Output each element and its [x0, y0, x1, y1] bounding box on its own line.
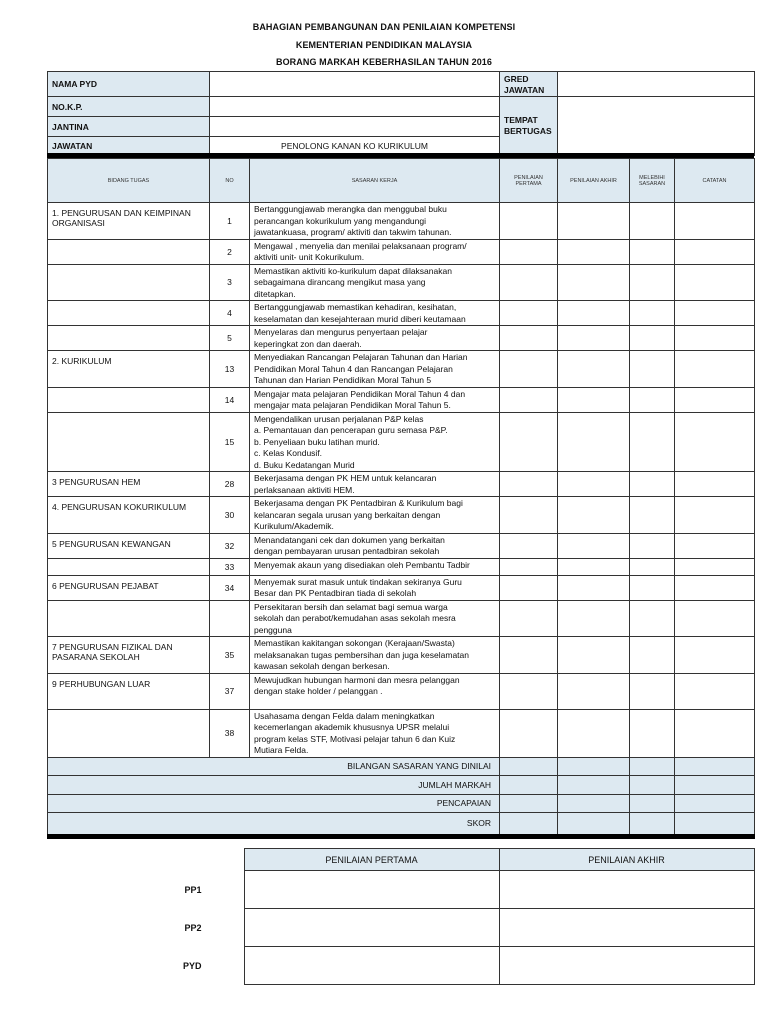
table-row — [48, 264, 755, 301]
melebihi-sasaran-cell[interactable] — [630, 326, 675, 351]
penilaian-akhir-cell[interactable] — [558, 472, 630, 497]
sasaran-line: aktiviti unit- unit Kokurikulum. — [254, 252, 365, 262]
sasaran-line: b. Penyeliaan buku latihan murid. — [254, 436, 380, 447]
penilaian-pertama-cell[interactable] — [500, 472, 558, 497]
sasaran-line: perancangan kokurikulum yang mengandungi — [254, 215, 427, 226]
melebihi-sasaran-cell[interactable] — [630, 497, 675, 534]
pp2-akhir-field[interactable] — [499, 909, 754, 947]
table-row — [48, 351, 755, 388]
pencapaian-pertama[interactable] — [500, 794, 558, 812]
sasaran-line: ditetapkan. — [254, 288, 296, 299]
bidang-tugas-cell — [48, 301, 210, 326]
melebihi-sasaran-cell[interactable] — [630, 351, 675, 388]
sasaran-kerja-cell — [250, 264, 500, 301]
no-cell: 3 — [210, 264, 250, 301]
bidang-tugas-cell: 9 PERHUBUNGAN LUAR — [48, 673, 210, 709]
bidang-tugas-cell: 4. PENGURUSAN KOKURIKULUM — [48, 497, 210, 534]
catatan-cell[interactable] — [675, 301, 755, 326]
sasaran-line: Menyemak surat masuk untuk tindakan sekiranya Guru — [254, 576, 462, 587]
no-cell: 32 — [210, 533, 250, 558]
summary-skor: SKOR — [48, 812, 500, 836]
penilaian-pertama-cell[interactable] — [500, 239, 558, 264]
no-cell: 37 — [210, 673, 250, 709]
sasaran-line: dengan pembayaran urusan pentadbiran sekolah — [254, 546, 440, 556]
melebihi-sasaran-cell[interactable] — [630, 637, 675, 674]
info-table — [47, 71, 755, 156]
skor-catatan[interactable] — [675, 812, 755, 836]
sasaran-line: Mengendalikan urusan perjalanan P&P kelas — [254, 413, 424, 424]
table-row — [48, 575, 755, 600]
bilangan-catatan[interactable] — [675, 757, 755, 775]
catatan-cell[interactable] — [675, 326, 755, 351]
sasaran-line: Bekerjasama dengan PK Pentadbiran & Kurikulum bagi — [254, 498, 463, 508]
no-cell: 35 — [210, 637, 250, 674]
penilaian-pertama-cell[interactable] — [500, 600, 558, 637]
sasaran-kerja-cell — [250, 326, 500, 351]
sasaran-line: a. Pemantauan dan pencerapan guru semasa P&P. — [254, 425, 448, 435]
melebihi-sasaran-cell[interactable] — [630, 387, 675, 412]
sasaran-kerja-cell — [250, 533, 500, 558]
melebihi-sasaran-cell[interactable] — [630, 533, 675, 558]
sig-col-pertama: PENILAIAN PERTAMA — [244, 849, 499, 871]
sasaran-line: Menandatangani cek dan dokumen yang berkaitan — [254, 534, 445, 545]
sasaran-kerja-cell — [250, 575, 500, 600]
nama-label: NAMA PYD — [48, 72, 210, 97]
bidang-tugas-cell — [48, 239, 210, 264]
col-sasaran: SASARAN KERJA — [250, 159, 500, 203]
catatan-cell[interactable] — [675, 673, 755, 709]
skor-melebihi[interactable] — [630, 812, 675, 836]
sasaran-line: jawatankuasa, program/ aktiviti dan takwim tahunan. — [254, 227, 452, 237]
penilaian-akhir-cell[interactable] — [558, 264, 630, 301]
penilaian-pertama-cell[interactable] — [500, 673, 558, 709]
table-row — [48, 239, 755, 264]
no-cell: 33 — [210, 558, 250, 575]
penilaian-akhir-cell[interactable] — [558, 412, 630, 472]
catatan-cell[interactable] — [675, 203, 755, 240]
pp1-label: PP1 — [184, 884, 202, 895]
no-cell: 38 — [210, 709, 250, 757]
sasaran-line: Menyediakan Rancangan Pelajaran Tahunan dan Harian — [254, 352, 468, 362]
catatan-cell[interactable] — [675, 709, 755, 757]
no-cell: 4 — [210, 301, 250, 326]
col-no: NO — [210, 159, 250, 203]
melebihi-sasaran-cell[interactable] — [630, 264, 675, 301]
sasaran-kerja-cell — [250, 709, 500, 757]
no-cell: 15 — [210, 412, 250, 472]
table-row — [48, 533, 755, 558]
nokp-field[interactable] — [210, 97, 500, 117]
melebihi-sasaran-cell[interactable] — [630, 472, 675, 497]
jumlah-melebihi[interactable] — [630, 775, 675, 794]
sasaran-line: Menyelaras dan mengurus penyertaan pelajar — [254, 327, 428, 337]
summary-bilangan: BILANGAN SASARAN YANG DINILAI — [48, 757, 500, 775]
signature-corner — [47, 849, 244, 871]
pp1-akhir-field[interactable] — [499, 871, 754, 909]
penilaian-pertama-cell[interactable] — [500, 709, 558, 757]
sasaran-line: kawasan sekolah dengan berkesan. — [254, 661, 390, 671]
penilaian-akhir-cell[interactable] — [558, 709, 630, 757]
table-row — [48, 558, 755, 575]
skor-akhir[interactable] — [558, 812, 630, 836]
no-cell: 5 — [210, 326, 250, 351]
penilaian-pertama-cell[interactable] — [500, 264, 558, 301]
summary-pencapaian: PENCAPAIAN — [48, 794, 500, 812]
sasaran-line: program kelas STF, Motivasi pelajar tahun 6 dan Kuiz — [254, 733, 456, 744]
col-bidang: BIDANG TUGAS — [48, 159, 210, 203]
table-row — [48, 301, 755, 326]
penilaian-pertama-cell[interactable] — [500, 203, 558, 240]
header-line-3: BORANG MARKAH KEBERHASILAN TAHUN 2016 — [275, 57, 493, 67]
no-cell: 2 — [210, 239, 250, 264]
bidang-tugas-cell — [48, 709, 210, 757]
penilaian-akhir-cell[interactable] — [558, 351, 630, 388]
no-cell: 30 — [210, 497, 250, 534]
sasaran-line: kecemerlangan akademik khususnya UPSR melalui — [254, 722, 450, 732]
bidang-tugas-cell: 2. KURIKULUM — [48, 351, 210, 388]
penilaian-pertama-cell[interactable] — [500, 497, 558, 534]
pyd-akhir-field[interactable] — [499, 947, 754, 985]
jantina-label: JANTINA — [48, 117, 210, 137]
pyd-label: PYD — [182, 960, 202, 971]
no-cell: 28 — [210, 472, 250, 497]
header-line-1: BAHAGIAN PEMBANGUNAN DAN PENILAIAN KOMPETENSI — [252, 22, 516, 32]
bilangan-akhir[interactable] — [558, 757, 630, 775]
sasaran-line: keselamatan dan kesejahteraan murid diberi keutamaan — [254, 313, 466, 324]
sasaran-line: sekolah dan perabot/kemudahan asas sekolah mesra — [254, 613, 456, 623]
bidang-tugas-cell — [48, 412, 210, 472]
pencapaian-melebihi[interactable] — [630, 794, 675, 812]
no-cell: 13 — [210, 351, 250, 388]
sasaran-line: Menyemak akaun yang disediakan oleh Pembantu Tadbir — [254, 559, 470, 570]
no-cell: 14 — [210, 387, 250, 412]
catatan-cell[interactable] — [675, 387, 755, 412]
sasaran-line: sebagaimana dirancang mengikut masa yang — [254, 277, 426, 287]
jantina-field[interactable] — [210, 117, 500, 137]
sig-col-akhir: PENILAIAN AKHIR — [499, 849, 754, 871]
tempat-field[interactable] — [558, 97, 755, 156]
penilaian-akhir-cell[interactable] — [558, 575, 630, 600]
jumlah-akhir[interactable] — [558, 775, 630, 794]
sasaran-line: Persekitaran bersih dan selamat bagi semua warga — [254, 601, 448, 612]
sasaran-kerja-cell — [250, 600, 500, 637]
sasaran-line: Besar dan PK Pentadbiran tiada di sekolah — [254, 588, 417, 598]
penilaian-akhir-cell[interactable] — [558, 558, 630, 575]
table-row — [48, 412, 755, 472]
sasaran-kerja-cell — [250, 472, 500, 497]
melebihi-sasaran-cell[interactable] — [630, 558, 675, 575]
gred-field[interactable] — [558, 72, 755, 97]
bidang-tugas-cell — [48, 558, 210, 575]
no-cell: 1 — [210, 203, 250, 240]
catatan-cell[interactable] — [675, 239, 755, 264]
sasaran-line: Bertanggungjawab memastikan kehadiran, kesihatan, — [254, 302, 457, 312]
melebihi-sasaran-cell[interactable] — [630, 412, 675, 472]
bidang-tugas-cell: 3 PENGURUSAN HEM — [48, 472, 210, 497]
catatan-cell[interactable] — [675, 497, 755, 534]
table-row — [48, 497, 755, 534]
penilaian-akhir-cell[interactable] — [558, 301, 630, 326]
penilaian-akhir-cell[interactable] — [558, 203, 630, 240]
penilaian-pertama-cell[interactable] — [500, 558, 558, 575]
table-row — [48, 673, 755, 709]
table-row — [48, 709, 755, 757]
sasaran-line: Kurikulum/Akademik. — [254, 521, 334, 531]
bidang-tugas-cell: 1. PENGURUSAN DAN KEIMPINAN ORGANISASI — [48, 203, 210, 240]
penilaian-akhir-cell[interactable] — [558, 497, 630, 534]
sasaran-kerja-cell — [250, 203, 500, 240]
sasaran-line: perlaksanaan aktiviti HEM. — [254, 484, 355, 495]
col-melebihi: MELEBIHI SASARAN — [630, 159, 675, 203]
catatan-cell[interactable] — [675, 472, 755, 497]
sasaran-line: Tahunan dan Harian Pendidikan Moral Tahun 5 — [254, 375, 432, 385]
sasaran-line: kelancaran segala urusan yang berkaitan dengan — [254, 509, 441, 520]
no-cell — [210, 600, 250, 637]
bidang-tugas-cell — [48, 326, 210, 351]
table-row — [48, 472, 755, 497]
bilangan-melebihi[interactable] — [630, 757, 675, 775]
melebihi-sasaran-cell[interactable] — [630, 673, 675, 709]
sasaran-line: Pendidikan Moral Tahun 4 dan Rancangan Pelajaran — [254, 363, 453, 374]
pp2-label: PP2 — [184, 922, 202, 933]
catatan-cell[interactable] — [675, 264, 755, 301]
table-row — [48, 326, 755, 351]
sasaran-line: Usahasama dengan Felda dalam meningkatkan — [254, 710, 435, 721]
bidang-tugas-cell — [48, 264, 210, 301]
penilaian-akhir-cell[interactable] — [558, 637, 630, 674]
header-line-2: KEMENTERIAN PENDIDIKAN MALAYSIA — [295, 40, 473, 50]
sasaran-line: Memastikan aktiviti ko-kurikulum dapat dilaksanakan — [254, 265, 452, 276]
sasaran-kerja-cell — [250, 558, 500, 575]
bilangan-pertama[interactable] — [500, 757, 558, 775]
catatan-cell[interactable] — [675, 533, 755, 558]
penilaian-akhir-cell[interactable] — [558, 387, 630, 412]
pencapaian-akhir[interactable] — [558, 794, 630, 812]
bidang-tugas-cell: 6 PENGURUSAN PEJABAT — [48, 575, 210, 600]
sasaran-line: d. Buku Kedatangan Murid — [254, 459, 355, 470]
col-catatan: CATATAN — [675, 159, 755, 203]
catatan-cell[interactable] — [675, 351, 755, 388]
catatan-cell[interactable] — [675, 558, 755, 575]
penilaian-pertama-cell[interactable] — [500, 575, 558, 600]
sasaran-line: dengan stake holder / pelanggan . — [254, 686, 383, 696]
sasaran-line: keperingkat zon dan daerah. — [254, 338, 362, 349]
nama-field[interactable] — [210, 72, 500, 97]
catatan-cell[interactable] — [675, 575, 755, 600]
penilaian-pertama-cell[interactable] — [500, 412, 558, 472]
sasaran-line: pengguna — [254, 624, 292, 635]
pencapaian-catatan[interactable] — [675, 794, 755, 812]
pp2-pertama-field[interactable] — [244, 909, 499, 947]
melebihi-sasaran-cell[interactable] — [630, 203, 675, 240]
sasaran-kerja-cell — [250, 239, 500, 264]
sasaran-kerja-cell — [250, 412, 500, 472]
no-cell: 34 — [210, 575, 250, 600]
sasaran-kerja-cell — [250, 497, 500, 534]
catatan-cell[interactable] — [675, 637, 755, 674]
sasaran-line: mengajar mata pelajaran Pendidikan Moral Tahun 5. — [254, 400, 451, 410]
skor-pertama[interactable] — [500, 812, 558, 836]
penilaian-pertama-cell[interactable] — [500, 301, 558, 326]
sasaran-line: Bertanggungjawab merangka dan menggubal buku — [254, 204, 447, 214]
melebihi-sasaran-cell[interactable] — [630, 600, 675, 637]
sasaran-kerja-cell — [250, 387, 500, 412]
pp1-pertama-field[interactable] — [244, 871, 499, 909]
sasaran-line: Memastikan kakitangan sokongan (Kerajaan/Swasta) — [254, 638, 455, 648]
sasaran-kerja-cell — [250, 637, 500, 674]
penilaian-akhir-cell[interactable] — [558, 533, 630, 558]
penilaian-akhir-cell[interactable] — [558, 600, 630, 637]
pyd-pertama-field[interactable] — [244, 947, 499, 985]
bidang-tugas-cell: 7 PENGURUSAN FIZIKAL DAN PASARANA SEKOLAH — [48, 637, 210, 674]
sasaran-line: melaksanakan tugas pembersihan dan juga keselamatan — [254, 649, 469, 660]
penilaian-pertama-cell[interactable] — [500, 533, 558, 558]
bidang-tugas-cell — [48, 387, 210, 412]
penilaian-pertama-cell[interactable] — [500, 387, 558, 412]
sasaran-kerja-cell — [250, 301, 500, 326]
melebihi-sasaran-cell[interactable] — [630, 575, 675, 600]
penilaian-pertama-cell[interactable] — [500, 351, 558, 388]
main-table — [47, 158, 755, 839]
sasaran-line: c. Kelas Kondusif. — [254, 448, 323, 458]
table-row — [48, 203, 755, 240]
signature-table — [47, 848, 755, 985]
penilaian-pertama-cell[interactable] — [500, 326, 558, 351]
sasaran-line: Bekerjasama dengan PK HEM untuk kelancaran — [254, 473, 437, 483]
nokp-label: NO.K.P. — [48, 97, 210, 117]
table-row — [48, 637, 755, 674]
catatan-cell[interactable] — [675, 412, 755, 472]
jawatan-field[interactable]: PENOLONG KANAN KO KURIKULUM — [210, 137, 500, 156]
sasaran-kerja-cell — [250, 351, 500, 388]
jawatan-label: JAWATAN — [48, 137, 210, 156]
bidang-tugas-cell: 5 PENGURUSAN KEWANGAN — [48, 533, 210, 558]
task-rows — [48, 203, 755, 758]
sasaran-kerja-cell — [250, 673, 500, 709]
summary-jumlah: JUMLAH MARKAH — [48, 775, 500, 794]
sasaran-line: Mengawal , menyelia dan menilai pelaksanaan program/ — [254, 240, 467, 251]
col-pertama: PENILAIAN PERTAMA — [500, 159, 558, 203]
penilaian-pertama-cell[interactable] — [500, 637, 558, 674]
sasaran-line: Mewujudkan hubungan harmoni dan mesra pelanggan — [254, 674, 460, 685]
melebihi-sasaran-cell[interactable] — [630, 239, 675, 264]
table-row — [48, 600, 755, 637]
melebihi-sasaran-cell[interactable] — [630, 709, 675, 757]
table-row — [48, 387, 755, 412]
sasaran-line: Mutiara Felda. — [254, 745, 309, 755]
melebihi-sasaran-cell[interactable] — [630, 301, 675, 326]
sasaran-line: Mengajar mata pelajaran Pendidikan Moral Tahun 4 dan — [254, 388, 466, 399]
jumlah-pertama[interactable] — [500, 775, 558, 794]
penilaian-akhir-cell[interactable] — [558, 673, 630, 709]
col-akhir: PENILAIAN AKHIR — [558, 159, 630, 203]
penilaian-akhir-cell[interactable] — [558, 239, 630, 264]
bidang-tugas-cell — [48, 600, 210, 637]
penilaian-akhir-cell[interactable] — [558, 326, 630, 351]
tempat-label: TEMPAT BERTUGAS — [500, 97, 558, 156]
catatan-cell[interactable] — [675, 600, 755, 637]
gred-label: GRED JAWATAN — [500, 72, 558, 97]
jumlah-catatan[interactable] — [675, 775, 755, 794]
